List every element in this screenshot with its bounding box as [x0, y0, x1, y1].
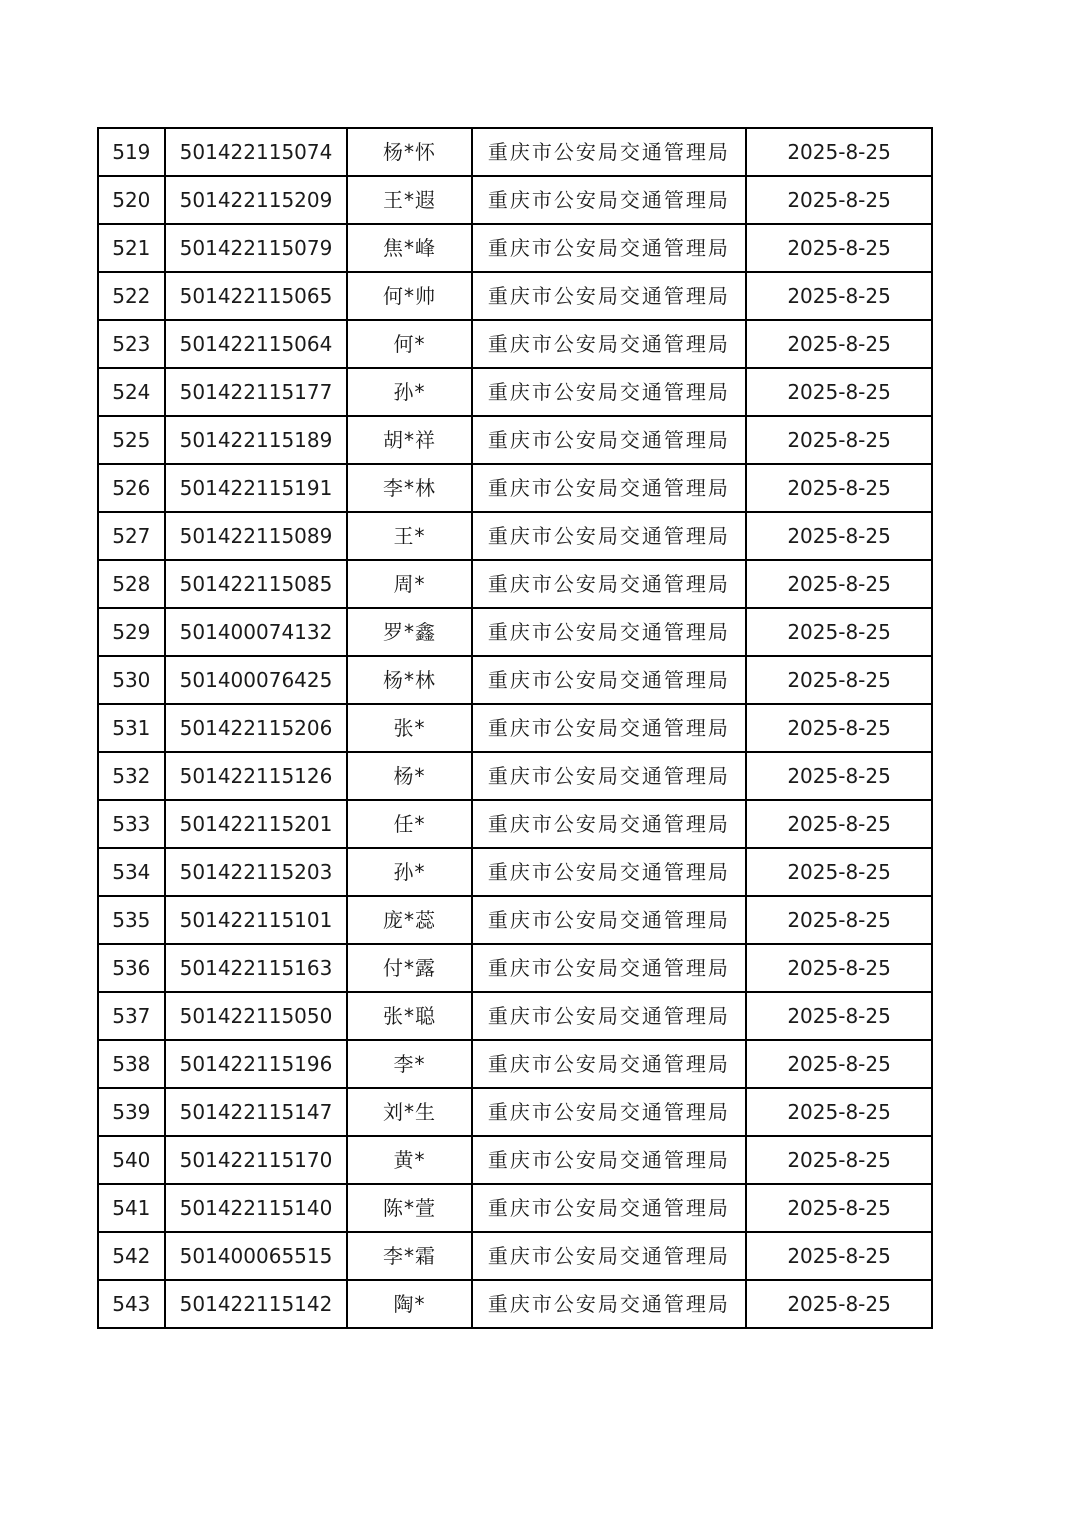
person-name: 周* — [347, 560, 471, 608]
issuing-organization: 重庆市公安局交通管理局 — [472, 1280, 747, 1328]
table-row — [98, 752, 932, 800]
table-row — [98, 656, 932, 704]
table-row — [98, 416, 932, 464]
row-index: 527 — [98, 512, 165, 560]
person-name: 焦*峰 — [347, 224, 471, 272]
record-code: 501400074132 — [165, 608, 348, 656]
row-index: 537 — [98, 992, 165, 1040]
row-index: 540 — [98, 1136, 165, 1184]
person-name: 杨*林 — [347, 656, 471, 704]
record-code: 501422115074 — [165, 128, 348, 176]
issue-date: 2025-8-25 — [746, 320, 932, 368]
person-name: 王*遐 — [347, 176, 471, 224]
person-name: 陶* — [347, 1280, 471, 1328]
table-row — [98, 272, 932, 320]
issuing-organization: 重庆市公安局交通管理局 — [472, 176, 747, 224]
record-code: 501422115050 — [165, 992, 348, 1040]
row-index: 539 — [98, 1088, 165, 1136]
table-row — [98, 896, 932, 944]
table-row — [98, 1184, 932, 1232]
issuing-organization: 重庆市公安局交通管理局 — [472, 752, 747, 800]
row-index: 543 — [98, 1280, 165, 1328]
record-code: 501422115196 — [165, 1040, 348, 1088]
table-row — [98, 1232, 932, 1280]
table-row — [98, 608, 932, 656]
roster-table — [97, 127, 933, 1329]
record-code: 501422115064 — [165, 320, 348, 368]
issue-date: 2025-8-25 — [746, 272, 932, 320]
row-index: 542 — [98, 1232, 165, 1280]
record-code: 501422115142 — [165, 1280, 348, 1328]
record-code: 501422115209 — [165, 176, 348, 224]
row-index: 538 — [98, 1040, 165, 1088]
person-name: 孙* — [347, 368, 471, 416]
table-row — [98, 320, 932, 368]
issuing-organization: 重庆市公安局交通管理局 — [472, 656, 747, 704]
row-index: 533 — [98, 800, 165, 848]
row-index: 534 — [98, 848, 165, 896]
issue-date: 2025-8-25 — [746, 1040, 932, 1088]
table-row — [98, 512, 932, 560]
person-name: 庞*蕊 — [347, 896, 471, 944]
table-row — [98, 128, 932, 176]
issuing-organization: 重庆市公安局交通管理局 — [472, 1232, 747, 1280]
issue-date: 2025-8-25 — [746, 128, 932, 176]
issue-date: 2025-8-25 — [746, 992, 932, 1040]
issue-date: 2025-8-25 — [746, 224, 932, 272]
row-index: 526 — [98, 464, 165, 512]
issue-date: 2025-8-25 — [746, 1232, 932, 1280]
person-name: 张* — [347, 704, 471, 752]
person-name: 付*露 — [347, 944, 471, 992]
person-name: 张*聪 — [347, 992, 471, 1040]
person-name: 杨* — [347, 752, 471, 800]
person-name: 孙* — [347, 848, 471, 896]
person-name: 李*林 — [347, 464, 471, 512]
row-index: 522 — [98, 272, 165, 320]
issuing-organization: 重庆市公安局交通管理局 — [472, 1184, 747, 1232]
issue-date: 2025-8-25 — [746, 368, 932, 416]
table-row — [98, 464, 932, 512]
record-code: 501422115191 — [165, 464, 348, 512]
record-code: 501422115203 — [165, 848, 348, 896]
row-index: 525 — [98, 416, 165, 464]
row-index: 531 — [98, 704, 165, 752]
table-row — [98, 368, 932, 416]
issue-date: 2025-8-25 — [746, 1088, 932, 1136]
person-name: 罗*鑫 — [347, 608, 471, 656]
record-code: 501422115101 — [165, 896, 348, 944]
issuing-organization: 重庆市公安局交通管理局 — [472, 368, 747, 416]
record-code: 501422115085 — [165, 560, 348, 608]
issuing-organization: 重庆市公安局交通管理局 — [472, 1136, 747, 1184]
table-row — [98, 224, 932, 272]
table-row — [98, 1280, 932, 1328]
issuing-organization: 重庆市公安局交通管理局 — [472, 992, 747, 1040]
person-name: 杨*怀 — [347, 128, 471, 176]
issue-date: 2025-8-25 — [746, 800, 932, 848]
issue-date: 2025-8-25 — [746, 1136, 932, 1184]
record-code: 501422115126 — [165, 752, 348, 800]
issuing-organization: 重庆市公安局交通管理局 — [472, 608, 747, 656]
person-name: 王* — [347, 512, 471, 560]
table-row — [98, 176, 932, 224]
record-code: 501400076425 — [165, 656, 348, 704]
issue-date: 2025-8-25 — [746, 608, 932, 656]
issue-date: 2025-8-25 — [746, 944, 932, 992]
person-name: 李*霜 — [347, 1232, 471, 1280]
issuing-organization: 重庆市公安局交通管理局 — [472, 704, 747, 752]
issuing-organization: 重庆市公安局交通管理局 — [472, 512, 747, 560]
issuing-organization: 重庆市公安局交通管理局 — [472, 944, 747, 992]
issuing-organization: 重庆市公安局交通管理局 — [472, 272, 747, 320]
row-index: 519 — [98, 128, 165, 176]
person-name: 黄* — [347, 1136, 471, 1184]
table-row — [98, 1088, 932, 1136]
table-row — [98, 800, 932, 848]
row-index: 524 — [98, 368, 165, 416]
row-index: 535 — [98, 896, 165, 944]
issuing-organization: 重庆市公安局交通管理局 — [472, 464, 747, 512]
issue-date: 2025-8-25 — [746, 1280, 932, 1328]
issue-date: 2025-8-25 — [746, 560, 932, 608]
issuing-organization: 重庆市公安局交通管理局 — [472, 800, 747, 848]
table-row — [98, 1040, 932, 1088]
issuing-organization: 重庆市公安局交通管理局 — [472, 320, 747, 368]
issuing-organization: 重庆市公安局交通管理局 — [472, 896, 747, 944]
record-code: 501422115147 — [165, 1088, 348, 1136]
issuing-organization: 重庆市公安局交通管理局 — [472, 848, 747, 896]
issue-date: 2025-8-25 — [746, 512, 932, 560]
person-name: 李* — [347, 1040, 471, 1088]
row-index: 536 — [98, 944, 165, 992]
record-code: 501422115079 — [165, 224, 348, 272]
row-index: 530 — [98, 656, 165, 704]
issuing-organization: 重庆市公安局交通管理局 — [472, 128, 747, 176]
issue-date: 2025-8-25 — [746, 176, 932, 224]
issuing-organization: 重庆市公安局交通管理局 — [472, 560, 747, 608]
issue-date: 2025-8-25 — [746, 752, 932, 800]
issue-date: 2025-8-25 — [746, 1184, 932, 1232]
issue-date: 2025-8-25 — [746, 848, 932, 896]
row-index: 528 — [98, 560, 165, 608]
person-name: 陈*萱 — [347, 1184, 471, 1232]
person-name: 任* — [347, 800, 471, 848]
row-index: 529 — [98, 608, 165, 656]
issue-date: 2025-8-25 — [746, 416, 932, 464]
issue-date: 2025-8-25 — [746, 704, 932, 752]
roster-body — [98, 128, 932, 1328]
person-name: 胡*祥 — [347, 416, 471, 464]
issue-date: 2025-8-25 — [746, 464, 932, 512]
row-index: 520 — [98, 176, 165, 224]
person-name: 何*帅 — [347, 272, 471, 320]
person-name: 刘*生 — [347, 1088, 471, 1136]
row-index: 532 — [98, 752, 165, 800]
issuing-organization: 重庆市公安局交通管理局 — [472, 1040, 747, 1088]
issuing-organization: 重庆市公安局交通管理局 — [472, 1088, 747, 1136]
row-index: 521 — [98, 224, 165, 272]
table-row — [98, 560, 932, 608]
record-code: 501422115189 — [165, 416, 348, 464]
row-index: 523 — [98, 320, 165, 368]
table-row — [98, 848, 932, 896]
table-row — [98, 1136, 932, 1184]
record-code: 501422115206 — [165, 704, 348, 752]
issue-date: 2025-8-25 — [746, 896, 932, 944]
record-code: 501422115201 — [165, 800, 348, 848]
issue-date: 2025-8-25 — [746, 656, 932, 704]
record-code: 501422115170 — [165, 1136, 348, 1184]
record-code: 501422115140 — [165, 1184, 348, 1232]
person-name: 何* — [347, 320, 471, 368]
record-code: 501400065515 — [165, 1232, 348, 1280]
row-index: 541 — [98, 1184, 165, 1232]
table-row — [98, 944, 932, 992]
record-code: 501422115163 — [165, 944, 348, 992]
issuing-organization: 重庆市公安局交通管理局 — [472, 416, 747, 464]
table-row — [98, 992, 932, 1040]
issuing-organization: 重庆市公安局交通管理局 — [472, 224, 747, 272]
table-row — [98, 704, 932, 752]
record-code: 501422115065 — [165, 272, 348, 320]
record-code: 501422115089 — [165, 512, 348, 560]
record-code: 501422115177 — [165, 368, 348, 416]
